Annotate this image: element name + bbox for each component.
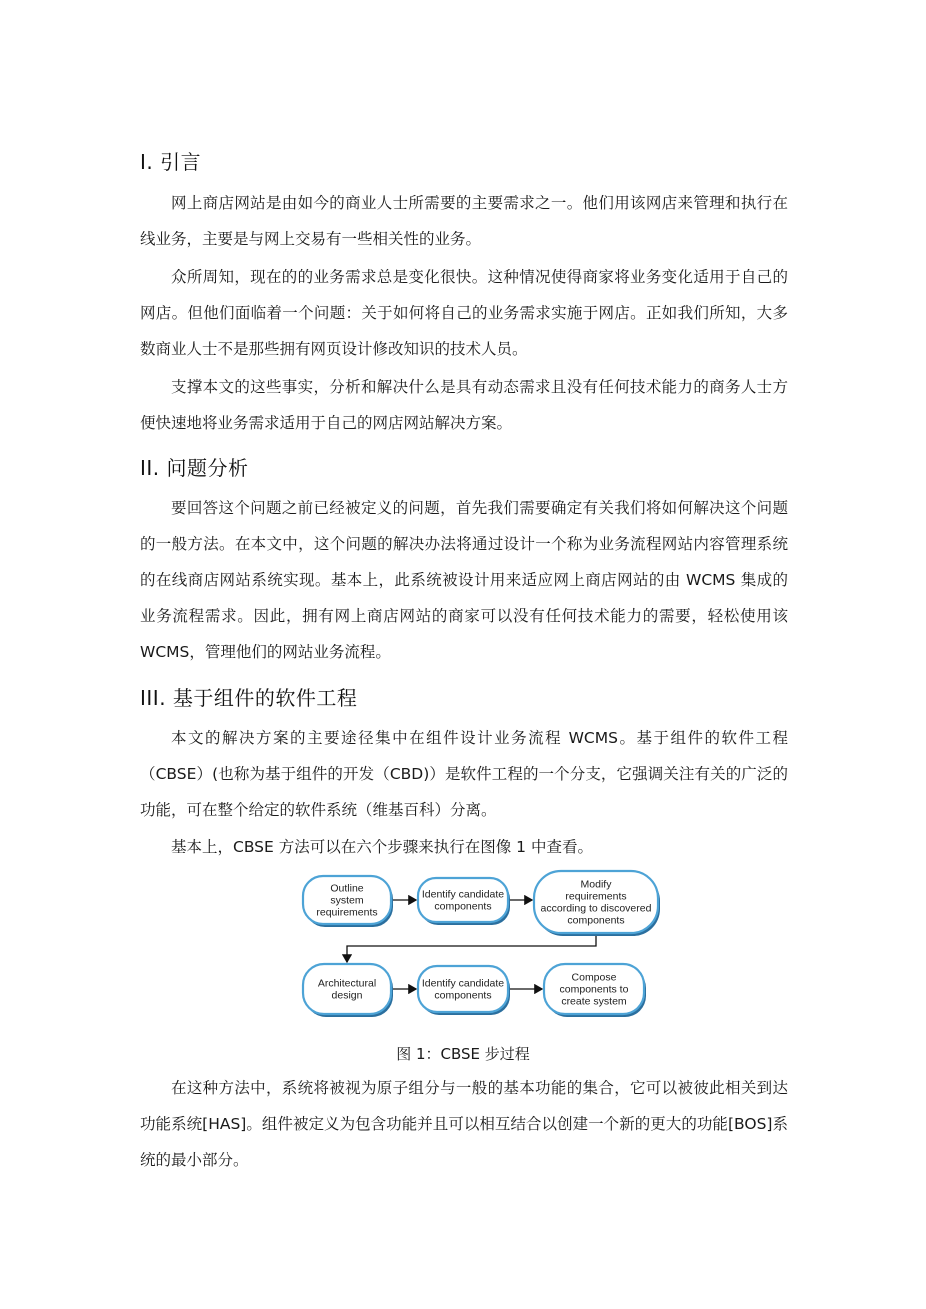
- box-label: components to: [559, 983, 629, 996]
- box-label: requirements: [565, 890, 627, 903]
- paragraph: 要回答这个问题之前已经被定义的问题，首先我们需要确定有关我们将如何解决这个问题的一般方法。在本文中，这个问题的解决办法将通过设计一个称为业务流程网站内容管理系统的在线商店网站系统实现。基本上，此系统被设计用来适应网上商店网站的由 WCMS 集成的业务流程需求。因此，拥有网上商店网站的商家可以没有任何技术能力的需要，轻松使用该 WCMS，管理他们的网站业务流程。: [140, 499, 788, 661]
- compose-components-box: [544, 964, 646, 1017]
- box-label: components: [434, 989, 492, 1002]
- box-label: Identify candidate: [421, 977, 505, 990]
- box-label: components: [434, 900, 492, 913]
- figure-caption: 图 1：CBSE 步过程: [396, 1045, 530, 1063]
- box-label: Compose: [571, 971, 617, 984]
- cbse-process-diagram: [298, 866, 663, 1026]
- box-label: Identify candidate: [421, 888, 505, 901]
- paragraph: 在这种方法中，系统将被视为原子组分与一般的基本功能的集合，它可以被彼此相关到达功能系统[HAS]。组件被定义为包含功能并且可以相互结合以创建一个新的更大的功能[BOS]系统的最小部分。: [140, 1079, 788, 1169]
- identify-components-box-1: [418, 878, 510, 925]
- paragraph: 本文的解决方案的主要途径集中在组件设计业务流程 WCMS。基于组件的软件工程（CBSE）(也称为基于组件的开发（CBD)）是软件工程的一个分支，它强调关注有关的广泛的功能，可在整个给定的软件系统（维基百科）分离。: [140, 729, 788, 819]
- box-label: Architectural: [317, 977, 377, 990]
- box-label: system: [330, 894, 364, 907]
- box-label: according to discovered: [540, 902, 652, 915]
- section-heading-cbse: III. 基于组件的软件工程: [140, 686, 358, 710]
- box-label: Outline: [330, 882, 364, 895]
- box-label: requirements: [316, 906, 378, 919]
- flow-connector: [347, 933, 596, 962]
- paragraph: 网上商店网站是由如今的商业人士所需要的主要需求之一。他们用该网店来管理和执行在线业务，主要是与网上交易有一些相关性的业务。: [140, 194, 788, 248]
- architectural-design-box: [303, 964, 393, 1017]
- section-heading-introduction: I. 引言: [140, 150, 202, 174]
- box-label: create system: [561, 995, 627, 1008]
- paragraph: 支撑本文的这些事实，分析和解决什么是具有动态需求且没有任何技术能力的商务人士方便快速地将业务需求适用于自己的网店网站解决方案。: [140, 378, 788, 432]
- paragraph: 众所周知，现在的的业务需求总是变化很快。这种情况使得商家将业务变化适用于自己的网店。但他们面临着一个问题：关于如何将自己的业务需求实施于网店。正如我们所知，大多数商业人士不是那些拥有网页设计修改知识的技术人员。: [140, 268, 788, 358]
- section-heading-problem-analysis: II. 问题分析: [140, 456, 249, 480]
- box-label: design: [331, 989, 363, 1002]
- outline-requirements-box: [303, 876, 393, 927]
- modify-requirements-box: [534, 871, 660, 936]
- box-label: Modify: [580, 878, 612, 891]
- identify-components-box-2: [418, 966, 510, 1015]
- box-label: components: [567, 914, 625, 927]
- paragraph: 基本上，CBSE 方法可以在六个步骤来执行在图像 1 中查看。: [171, 838, 593, 856]
- cbse-diagram-svg: [298, 866, 663, 1026]
